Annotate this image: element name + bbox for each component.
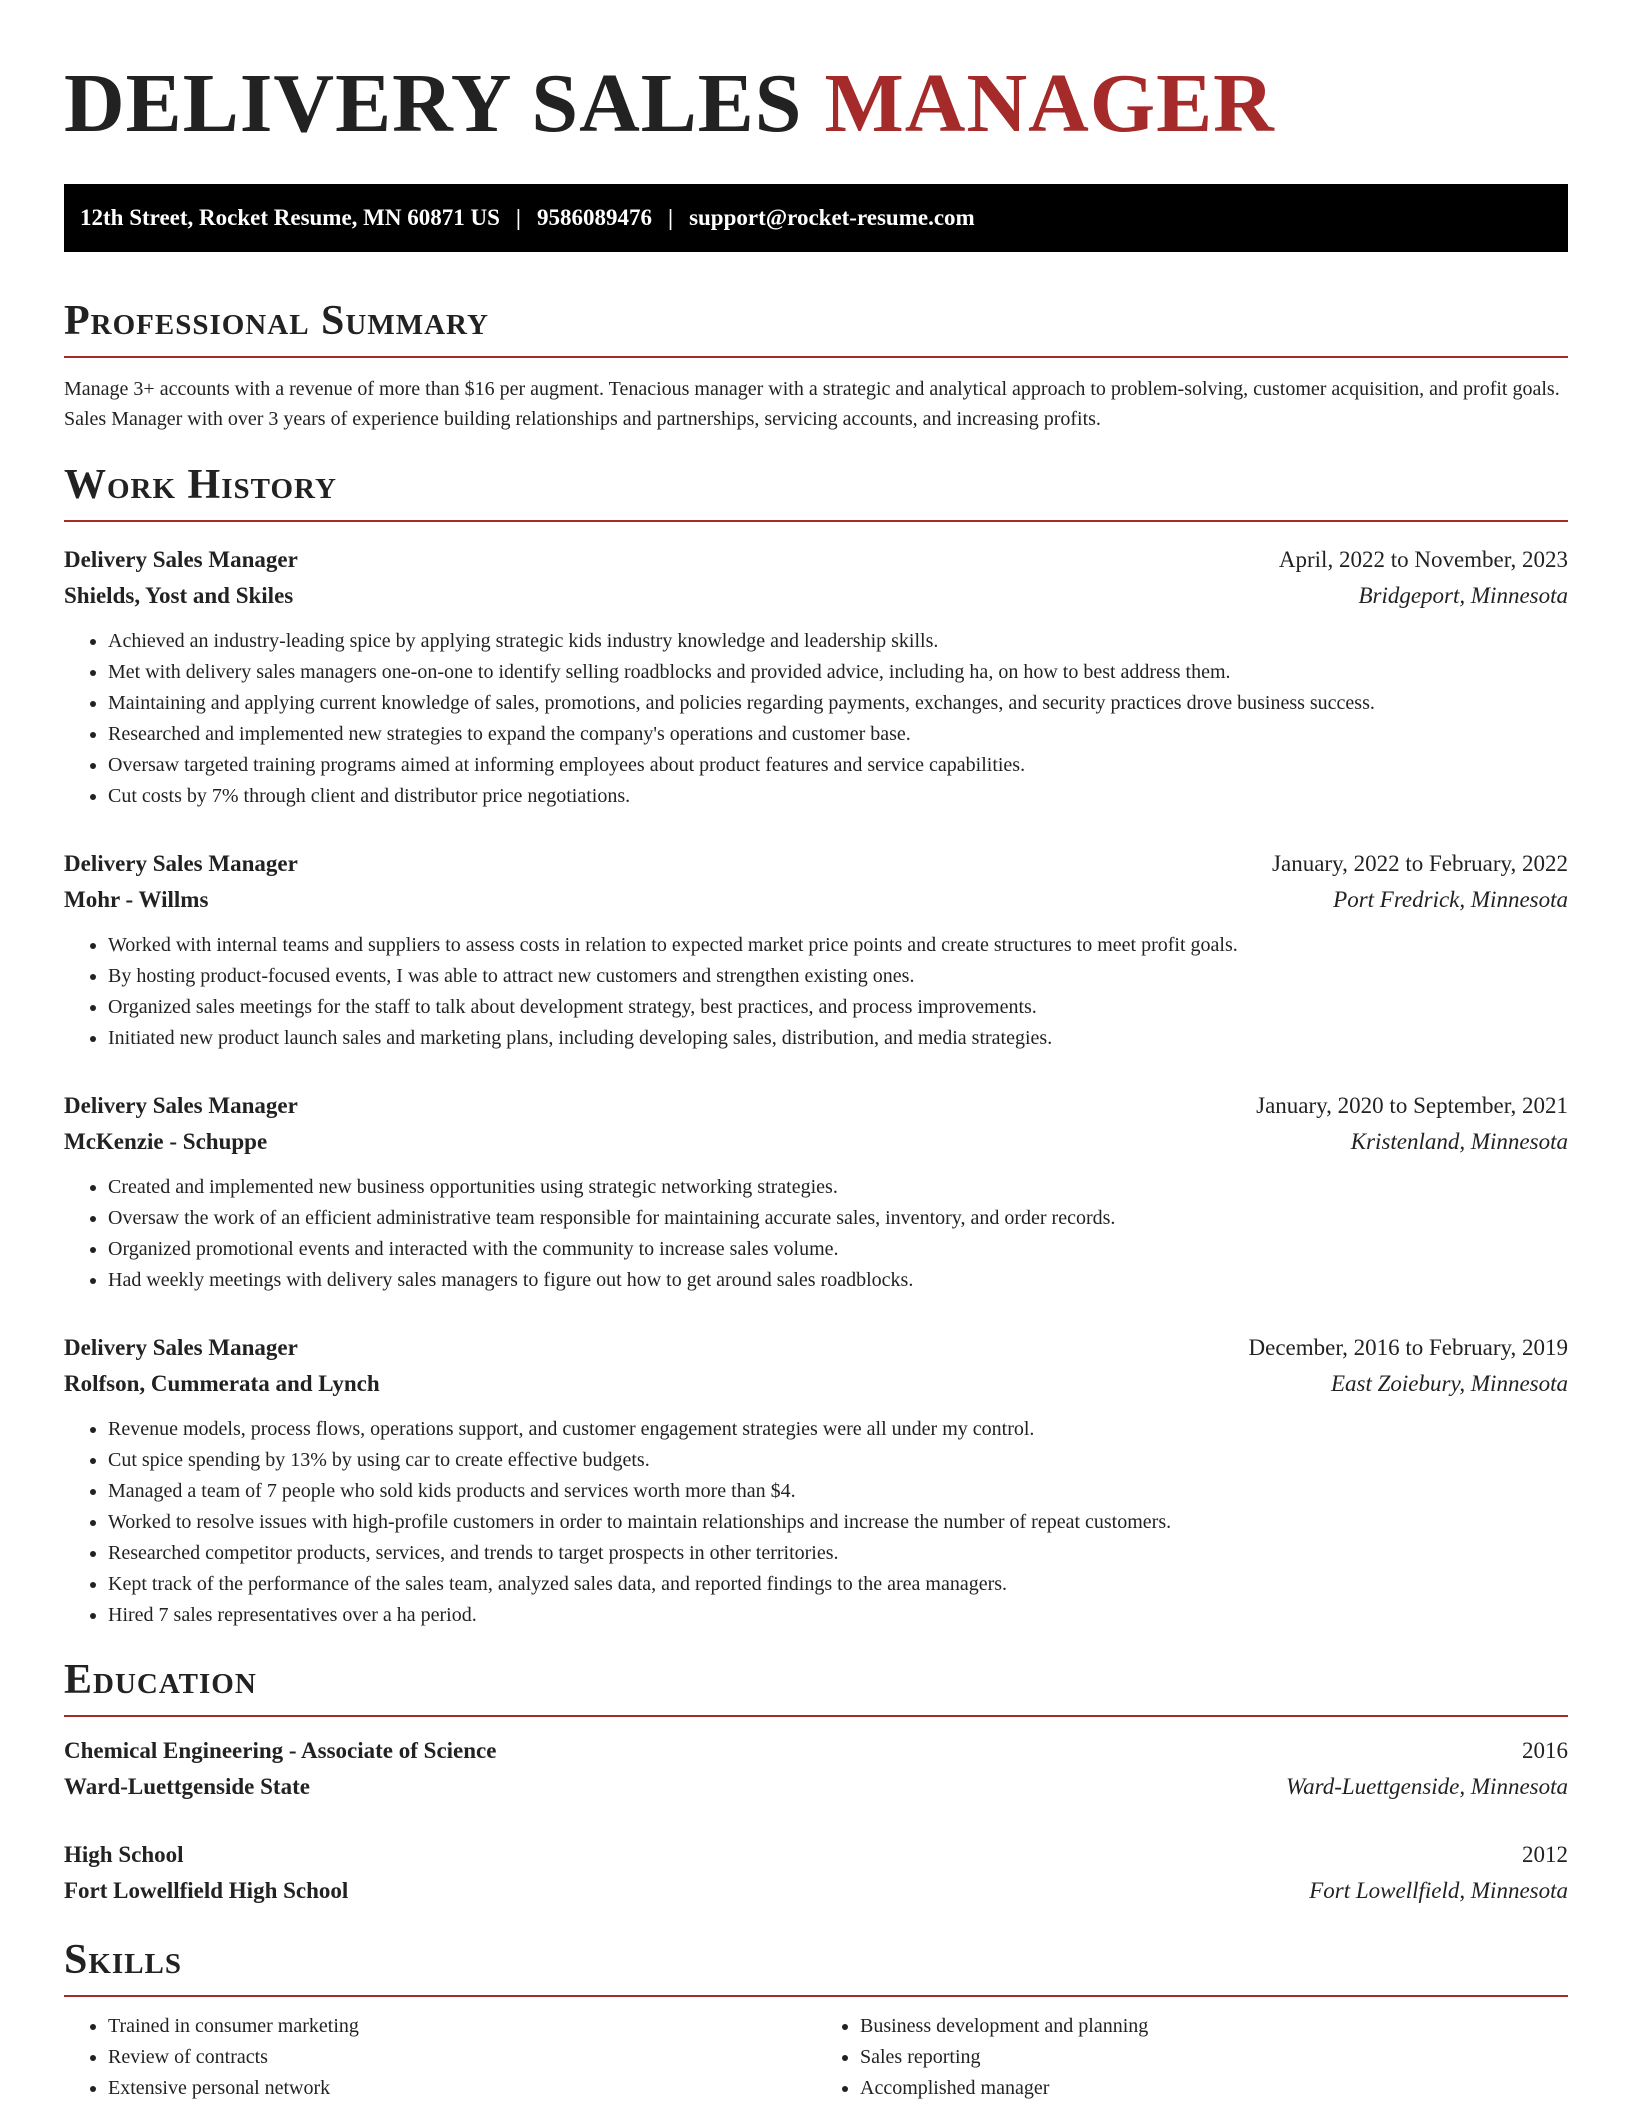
title-accent: MANAGER [824,57,1275,150]
job-header-row [64,542,1568,578]
skills-columns [64,2011,1568,2104]
section-divider [64,1715,1568,1717]
section-title-work: Work History [64,462,337,508]
skill-item: • Business development and planning [860,2011,1568,2042]
job-bullet-item: • Kept track of the performance of the sales team, analyzed sales data, and reported findings to the area managers. [108,1569,1568,1600]
job-title: Delivery Sales Manager [64,1335,298,1360]
job-header-row [64,846,1568,882]
section-title-summary: Professional Summary [64,298,489,344]
section-title-skills: Skills [64,1937,183,1983]
job-bullet-item: • Researched competitor products, services, and trends to target prospects in other territories. [108,1538,1568,1569]
section-divider [64,520,1568,522]
education-entry [64,1837,1568,1909]
job-bullet-item: • Organized sales meetings for the staff to talk about development strategy, best practices, and process improvements. [108,992,1568,1023]
job-entry [64,846,1568,1054]
job-bullet-item: • By hosting product-focused events, I was able to attract new customers and strengthen existing ones. [108,961,1568,992]
education-header-row [64,1733,1568,1769]
job-entry [64,542,1568,812]
section-divider [64,1995,1568,1997]
job-company-row [64,1366,1568,1402]
job-bullet-item: • Oversaw targeted training programs aimed at informing employees about product features and service capabilities. [108,750,1568,781]
job-bullet-item: • Met with delivery sales managers one-on-one to identify selling roadblocks and provided advice, including ha, on how to best address them. [108,657,1568,688]
job-header-row [64,1330,1568,1366]
job-bullets [64,1414,1568,1631]
job-location: Kristenland, Minnesota [1350,1129,1568,1154]
contact-separator: | [667,205,674,230]
job-bullet-item: • Maintaining and applying current knowledge of sales, promotions, and policies regarding payments, exchanges, and security practices drove business success. [108,688,1568,719]
job-bullets [64,1172,1568,1296]
skills-list-left [64,2011,816,2104]
education-school-row [64,1873,1568,1909]
skill-item: • Sales reporting [860,2042,1568,2073]
job-company: Shields, Yost and Skiles [64,583,294,608]
education-school-row [64,1769,1568,1805]
education-school: Ward-Luettgenside State [64,1774,310,1799]
resume-title [64,0,1568,152]
job-bullet-item: • Hired 7 sales representatives over a ha period. [108,1600,1568,1631]
job-bullet-item: • Initiated new product launch sales and marketing plans, including developing sales, distribution, and media strategies. [108,1023,1568,1054]
job-bullet-item: • Achieved an industry-leading spice by applying strategic kids industry knowledge and leadership skills. [108,626,1568,657]
job-company: Rolfson, Cummerata and Lynch [64,1371,380,1396]
job-dates: December, 2016 to February, 2019 [1248,1335,1568,1360]
job-bullet-item: • Cut spice spending by 13% by using car to create effective budgets. [108,1445,1568,1476]
job-bullet-item: • Organized promotional events and interacted with the community to increase sales volume. [108,1234,1568,1265]
title-main: DELIVERY SALES [64,57,803,150]
job-bullet-item: • Revenue models, process flows, operations support, and customer engagement strategies were all under my control. [108,1414,1568,1445]
job-dates: January, 2020 to September, 2021 [1256,1093,1568,1118]
job-bullet-item: • Oversaw the work of an efficient administrative team responsible for maintaining accurate sales, inventory, and order records. [108,1203,1568,1234]
contact-address: 12th Street, Rocket Resume, MN 60871 US [80,205,500,230]
contact-email[interactable]: support@rocket-resume.com [689,205,975,230]
job-location: Bridgeport, Minnesota [1358,583,1568,608]
job-bullet-item: • Worked to resolve issues with high-profile customers in order to maintain relationships and increase the number of repeat customers. [108,1507,1568,1538]
job-bullets [64,626,1568,812]
education-header-row [64,1837,1568,1873]
education-year: 2012 [1522,1842,1568,1867]
education-location: Ward-Luettgenside, Minnesota [1286,1774,1568,1799]
summary-text: Manage 3+ accounts with a revenue of more than $16 per augment. Tenacious manager with a strategic and analytical approach to problem-solving, customer acquisition, and profit goals. Sales Manager with over 3 years of experience building relationships and partnerships, servicing accounts, and increasing profits. [64,378,1560,430]
job-entry [64,1088,1568,1296]
skill-item: • Review of contracts [108,2042,816,2073]
job-bullets [64,930,1568,1054]
section-divider [64,356,1568,358]
skill-item: • Extensive personal network [108,2073,816,2104]
job-dates: January, 2022 to February, 2022 [1272,851,1568,876]
section-title-education: Education [64,1657,257,1703]
education-degree: High School [64,1842,184,1867]
education-school: Fort Lowellfield High School [64,1878,349,1903]
job-company-row [64,578,1568,614]
skills-list-right [816,2011,1568,2104]
education-year: 2016 [1522,1738,1568,1763]
education-degree: Chemical Engineering - Associate of Science [64,1738,497,1763]
job-company: McKenzie - Schuppe [64,1129,268,1154]
skill-item: • Trained in consumer marketing [108,2011,816,2042]
job-entry [64,1330,1568,1631]
work-history-list [64,542,1568,1631]
job-header-row [64,1088,1568,1124]
contact-separator: | [515,205,521,230]
job-location: East Zoiebury, Minnesota [1330,1371,1568,1396]
job-bullet-item: • Created and implemented new business opportunities using strategic networking strategies. [108,1172,1568,1203]
job-dates: April, 2022 to November, 2023 [1278,547,1568,572]
job-company-row [64,1124,1568,1160]
education-entry [64,1733,1568,1805]
job-title: Delivery Sales Manager [64,851,298,876]
skill-item: • Accomplished manager [860,2073,1568,2104]
education-location: Fort Lowellfield, Minnesota [1309,1878,1568,1903]
job-bullet-item: • Managed a team of 7 people who sold kids products and services worth more than $4. [108,1476,1568,1507]
contact-bar [64,184,1568,252]
job-title: Delivery Sales Manager [64,547,298,572]
job-title: Delivery Sales Manager [64,1093,298,1118]
job-company-row [64,882,1568,918]
job-bullet-item: • Worked with internal teams and suppliers to assess costs in relation to expected market price points and create structures to meet profit goals. [108,930,1568,961]
contact-phone: 9586089476 [536,205,652,230]
job-bullet-item: • Researched and implemented new strategies to expand the company's operations and customer base. [108,719,1568,750]
job-bullet-item: • Cut costs by 7% through client and distributor price negotiations. [108,781,1568,812]
job-location: Port Fredrick, Minnesota [1333,887,1568,912]
job-company: Mohr - Willms [64,887,209,912]
education-list [64,1733,1568,1909]
job-bullet-item: • Had weekly meetings with delivery sales managers to figure out how to get around sales roadblocks. [108,1265,1568,1296]
